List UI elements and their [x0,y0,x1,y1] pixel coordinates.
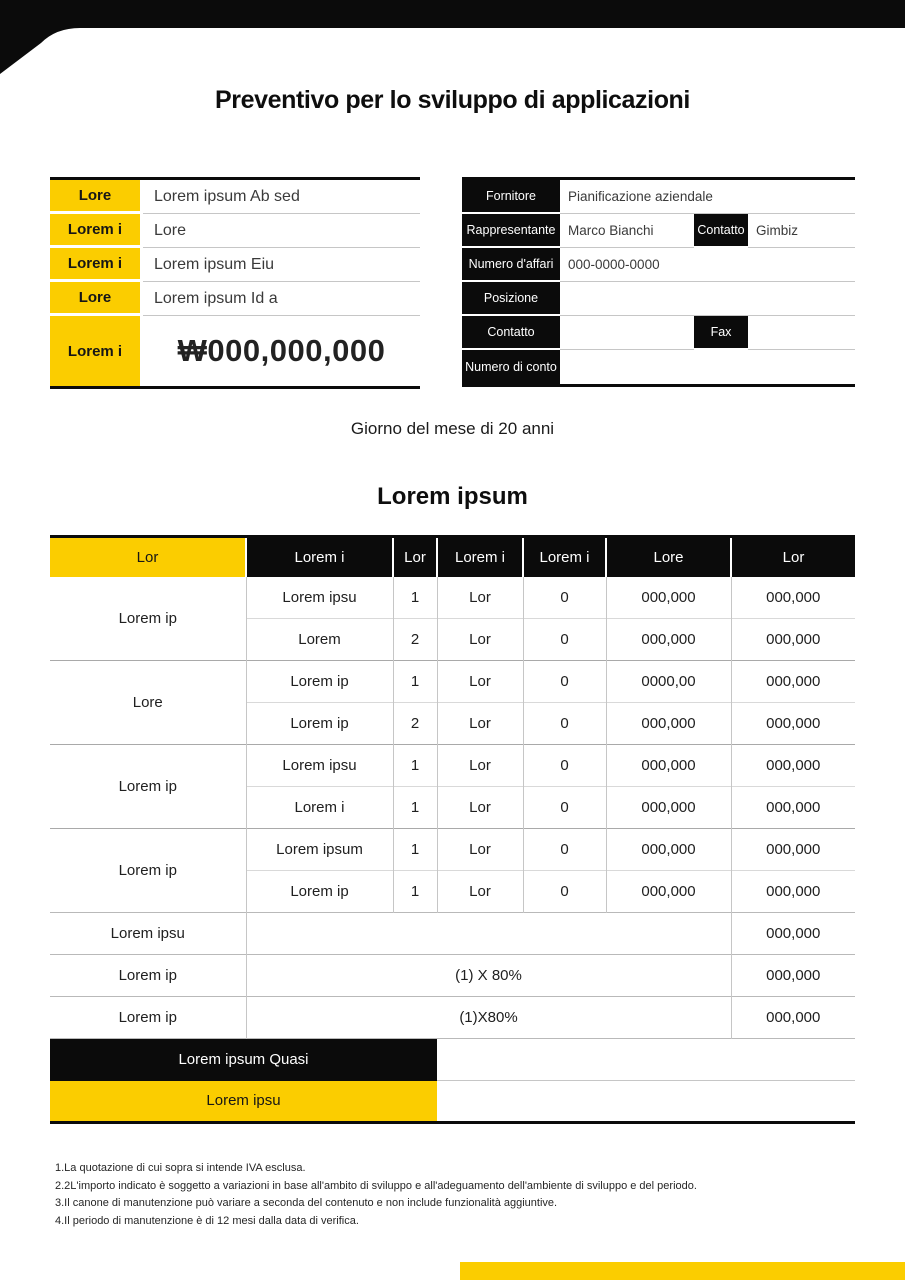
table-cell: 000,000 [606,577,731,619]
table-cell: 000,000 [731,787,855,829]
info-sublabel: Fax [694,316,748,348]
info-value: Lorem ipsum Id a [143,282,420,316]
footnote: 3.Il canone di manutenzione può variare a seconda del contenuto e non include funzionalità aggiuntive. [55,1197,558,1209]
table-cell: 0 [523,577,606,619]
info-label: Fornitore [462,180,560,212]
info-row [462,316,855,350]
info-value [560,350,855,384]
table-cell: 1 [393,661,437,703]
table-cell: Lorem ipsum [246,829,393,871]
summary-label: Lorem ip [50,955,246,997]
table-cell: Lor [437,787,523,829]
table-row [50,745,855,787]
info-row [50,180,420,214]
items-table [50,535,855,1124]
band-empty-cell [437,1039,855,1081]
info-label: Lorem i [50,214,140,245]
table-cell: Lorem ipsu [246,745,393,787]
table-cell: 1 [393,787,437,829]
table-cell: 0000,00 [606,661,731,703]
summary-row [50,997,855,1039]
table-cell: Lor [437,577,523,619]
table-cell: 000,000 [606,619,731,661]
table-cell: 000,000 [731,745,855,787]
table-cell: Lorem ip [246,871,393,913]
table-cell: 000,000 [606,703,731,745]
date-line: Giorno del mese di 20 anni [350,419,555,438]
info-row [462,248,855,282]
footnote: 2.2L'importo indicato è soggetto a variazioni in base all'ambito di sviluppo e all'adeguamento dell'ambiente di sviluppo e del periodo. [55,1179,697,1192]
table-cell: 1 [393,577,437,619]
summary-formula: (1) X 80% [246,955,731,997]
info-row [462,180,855,214]
table-cell: Lor [437,871,523,913]
summary-formula: (1)X80% [246,997,731,1039]
header-band [0,0,905,80]
info-row [50,214,420,248]
info-label: Rappresentante [462,214,560,246]
info-value [748,316,855,350]
info-value: Lorem ipsum Eiu [143,248,420,282]
table-cell: 2 [393,619,437,661]
bottom-accent-bar [460,1262,905,1280]
info-label: Lorem i [50,316,140,386]
col-header: Lorem i [437,537,523,577]
table-cell: Lorem ip [246,703,393,745]
table-cell: 0 [523,745,606,787]
summary-value: 000,000 [731,955,855,997]
info-label: Posizione [462,282,560,314]
table-cell: 000,000 [606,829,731,871]
table-cell: 000,000 [731,661,855,703]
table-cell: Lorem [246,619,393,661]
info-value: Lorem ipsum Ab sed [143,180,420,214]
info-row [50,248,420,282]
summary-value: 000,000 [731,997,855,1039]
table-cell: 000,000 [731,619,855,661]
table-cell: Lor [437,829,523,871]
total-band-row [50,1081,855,1123]
table-cell: 000,000 [731,577,855,619]
total-amount-row [50,316,420,386]
total-band-row [50,1039,855,1081]
col-header: Lor [50,537,246,577]
info-label: Lore [50,180,140,211]
col-header: Lor [731,537,855,577]
summary-label: Lorem ip [50,997,246,1039]
info-value: Gimbiz [748,214,855,248]
col-header: Lorem i [523,537,606,577]
info-sublabel: Contatto [694,214,748,246]
table-cell: Lor [437,619,523,661]
info-value: Pianificazione aziendale [560,180,855,214]
table-cell: 0 [523,787,606,829]
table-cell: 0 [523,829,606,871]
table-row [50,661,855,703]
col-header: Lor [393,537,437,577]
band-label: Lorem ipsum Quasi [50,1039,437,1081]
quote-info-table [50,177,420,389]
info-value: Lore [143,214,420,248]
table-cell: 0 [523,619,606,661]
group-label: Lorem ip [50,829,246,913]
table-cell: Lor [437,661,523,703]
table-cell: 000,000 [606,787,731,829]
band-label: Lorem ipsu [50,1081,437,1123]
info-row [462,282,855,316]
info-row [50,282,420,316]
section-title: Lorem ipsum [377,483,528,510]
info-row [462,214,855,248]
supplier-info-table [462,177,855,387]
table-cell: Lor [437,703,523,745]
table-cell: 000,000 [731,829,855,871]
table-cell: Lor [437,745,523,787]
table-cell: 2 [393,703,437,745]
total-amount: ₩000,000,000 [177,333,386,368]
info-label: Lorem i [50,248,140,279]
footnotes [55,1160,697,1230]
table-cell: Lorem ip [246,661,393,703]
table-cell: Lorem i [246,787,393,829]
info-value: Marco Bianchi [560,214,694,248]
info-label: Numero d'affari [462,248,560,280]
info-label: Contatto [462,316,560,348]
table-cell: 000,000 [731,871,855,913]
table-cell: 000,000 [731,703,855,745]
table-cell: 000,000 [606,871,731,913]
page-title: Preventivo per lo sviluppo di applicazioni [215,86,690,114]
header-row [50,537,855,577]
col-header: Lore [606,537,731,577]
table-row [50,577,855,619]
info-label: Lore [50,282,140,313]
table-cell: 1 [393,871,437,913]
table-cell: 1 [393,745,437,787]
summary-label: Lorem ipsu [50,913,246,955]
footnote: 1.La quotazione di cui sopra si intende IVA esclusa. [55,1162,306,1174]
table-cell: 0 [523,871,606,913]
info-value: 000-0000-0000 [560,248,855,282]
col-header: Lorem i [246,537,393,577]
summary-formula [246,913,731,955]
table-cell: 000,000 [606,745,731,787]
table-cell: Lorem ipsu [246,577,393,619]
group-label: Lore [50,661,246,745]
summary-row [50,913,855,955]
footnote: 4.Il periodo di manutenzione è di 12 mesi dalla data di verifica. [55,1214,359,1227]
table-cell: 0 [523,703,606,745]
table-cell: 1 [393,829,437,871]
band-empty-cell [437,1081,855,1123]
info-value [560,316,694,350]
summary-value: 000,000 [731,913,855,955]
table-cell: 0 [523,661,606,703]
summary-row [50,955,855,997]
table-row [50,829,855,871]
group-label: Lorem ip [118,609,177,627]
group-label: Lorem ip [50,745,246,829]
info-row [462,350,855,384]
info-label: Numero di conto [462,350,560,384]
info-value [560,282,855,316]
